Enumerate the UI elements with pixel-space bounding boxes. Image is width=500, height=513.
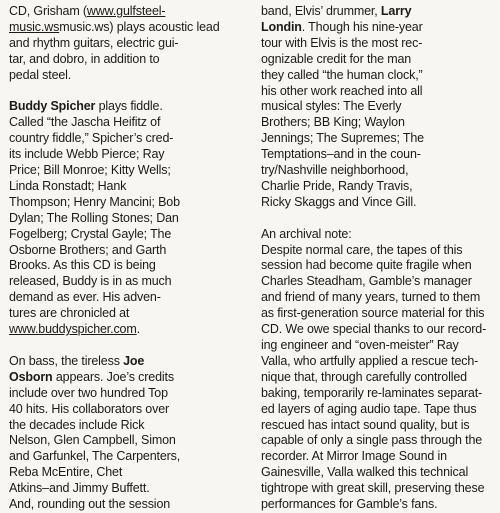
text-line: ed layers of aging audio tape. Tape thus	[261, 401, 477, 416]
text-line: as first-generation source material for this	[261, 306, 485, 321]
text-line: Gainesville, Valla walked this technical	[261, 465, 469, 480]
text-line: And, rounding out the session	[9, 497, 171, 512]
text-line: Dylan; The Rolling Stones; Dan	[9, 210, 179, 225]
text-line	[261, 20, 497, 36]
text-line: capable of only a single pass through the	[261, 433, 483, 448]
musician-name-osborn: Osborn	[9, 369, 53, 384]
text-line: and Garfunkel, The Carpenters,	[9, 449, 181, 464]
paragraph-gap	[9, 338, 241, 354]
text-line: country fiddle,” Spicher’s cred-	[9, 131, 174, 146]
text-span: appears. Joe’s credits	[52, 369, 174, 384]
text-line: and friend of many years, turned to them	[261, 290, 481, 305]
text-line: session had become quite fragile when	[261, 258, 472, 273]
text-line: and rhythm guitars, electric gui-	[9, 35, 179, 50]
text-line: recorder. At Mirror Image Sound in	[261, 449, 447, 464]
text-line: tour with Elvis is the most rec-	[261, 35, 423, 50]
text-line: Atkins–and Jimmy Buffett.	[9, 481, 150, 496]
text-line: tar, and dobro, in addition to	[9, 51, 160, 66]
text-line: performances for Gamble’s fans.	[261, 497, 438, 512]
gulfsteel-link[interactable]: www.gulfsteel-	[86, 4, 166, 18]
text-line: ognizable credit for the man	[261, 51, 412, 66]
text-line: Ricky Skaggs and Vince Gill.	[261, 194, 417, 209]
text-line: his other work reached into all	[261, 83, 423, 98]
text-line: include over two hundred Top	[9, 385, 168, 400]
text-line: Thompson; Henry Mancini; Bob	[9, 194, 180, 209]
buddyspicher-link[interactable]: www.buddyspicher.com	[9, 322, 137, 337]
text-line: pedal steel.	[9, 67, 72, 82]
text-line: they called “the human clock,”	[261, 67, 423, 82]
text-line: CD. We owe special thanks to our record-	[261, 322, 487, 337]
text-span: music.ws) plays acoustic lead	[59, 19, 220, 34]
text-line: ing engineer and “oven-meister” Ray	[261, 338, 459, 353]
text-line: Despite normal care, the tapes of this	[261, 242, 463, 257]
paragraph-gap	[9, 84, 241, 100]
archival-note-heading: An archival note:	[261, 226, 352, 241]
text-line: baking, temporarily re-laminates separat-	[261, 385, 483, 400]
left-column	[9, 4, 241, 513]
text-line: Charles Steadham, Gamble’s manager	[261, 274, 472, 289]
text-line: 40 hits. His collaborators over	[9, 401, 170, 416]
text-line: tures are chronicled at	[9, 306, 130, 321]
text-span: . Though his nine-year	[301, 19, 423, 34]
musician-name-londin: Londin	[261, 19, 302, 34]
text-line: Nelson, Glen Campbell, Simon	[9, 433, 176, 448]
text-line	[9, 4, 241, 20]
text-line: Jennings; The Supremes; The	[261, 131, 424, 146]
text-line: its include Webb Pierce; Ray	[9, 147, 165, 162]
text-line: Temptations–and in the coun-	[261, 147, 421, 162]
text-line	[9, 370, 241, 386]
text-line	[9, 354, 241, 370]
text-span: .	[136, 322, 140, 337]
text-line	[9, 99, 241, 115]
text-line: rescued has intact sound quality, but is	[261, 417, 470, 432]
text-span: plays fiddle.	[95, 99, 163, 114]
text-span: CD, Grisham (	[9, 4, 87, 18]
text-line: try/Nashville neighborhood,	[261, 163, 409, 178]
right-column	[261, 4, 497, 513]
text-line: Linda Ronstadt; Hank	[9, 178, 127, 193]
text-line: Brothers; BB King; Waylon	[261, 115, 405, 130]
text-line	[9, 322, 241, 338]
text-line: the decades include Rick	[9, 417, 145, 432]
musician-name-joe: Joe	[123, 353, 145, 368]
text-line: tightrope with great skill, preserving these	[261, 481, 485, 496]
text-line	[9, 20, 241, 36]
text-line: released, Buddy is in as much	[9, 274, 172, 289]
text-line: Brooks. As this CD is being	[9, 258, 156, 273]
text-line: Called “the Jascha Heifitz of	[9, 115, 161, 130]
gulfsteel-link-continued[interactable]: music.ws	[9, 19, 60, 34]
text-line: Valla, who artfully applied a rescue tech-	[261, 353, 479, 368]
paragraph-gap	[261, 211, 497, 227]
text-line: Fogelberg; Crystal Gayle; The	[9, 226, 172, 241]
musician-name-larry: Larry	[380, 4, 412, 18]
text-line: nique that, through carefully controlled	[261, 369, 467, 384]
text-line	[261, 4, 497, 20]
text-line: Price; Bill Monroe; Kitty Wells;	[9, 163, 171, 178]
text-span: band, Elvis’ drummer,	[261, 4, 381, 18]
text-line: demand as ever. His adven-	[9, 290, 161, 305]
text-line: Charlie Pride, Randy Travis,	[261, 178, 413, 193]
text-line: Osborne Brothers; and Garth	[9, 242, 167, 257]
text-line: Reba McEntire, Chet	[9, 465, 123, 480]
musician-name-buddy: Buddy Spicher	[9, 99, 96, 114]
text-line: musical styles: The Everly	[261, 99, 402, 114]
text-span: On bass, the tireless	[9, 353, 124, 368]
